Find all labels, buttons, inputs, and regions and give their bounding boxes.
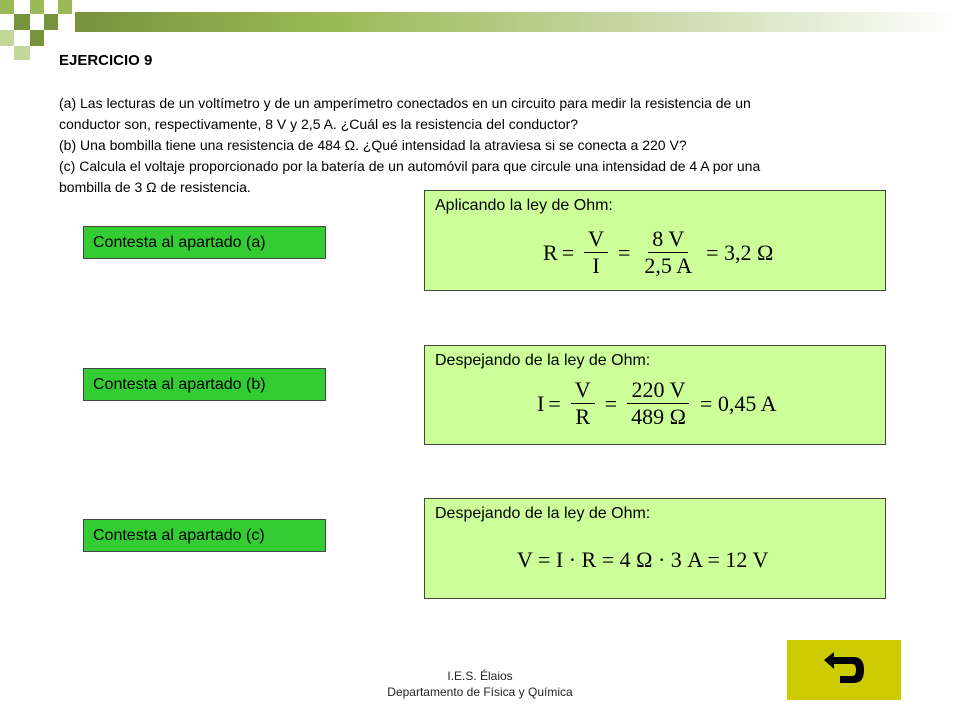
fraction-denominator: I (592, 253, 600, 278)
formula-equals: = (548, 390, 561, 416)
problem-a-line-2: conductor son, respectivamente, 8 V y 2,5 A. ¿Cuál es la resistencia del conductor? (59, 116, 579, 132)
deco-square (44, 14, 58, 30)
answer-b-box (424, 345, 886, 445)
answer-c-label: Despejando de la ley de Ohm: (435, 505, 651, 522)
formula-result: = 0,45 A (699, 390, 777, 416)
deco-square (14, 46, 30, 60)
answer-a-button[interactable]: Contesta al apartado (a) (83, 226, 326, 259)
deco-square (58, 0, 72, 14)
back-button[interactable] (787, 640, 901, 700)
deco-square (30, 0, 44, 14)
problem-a-line-1: (a) Las lecturas de un voltímetro y de un amperímetro conectados en un circuito para medir la resistencia de un (59, 95, 751, 111)
answer-c-formula: V = I · R = 4 Ω · 3 A = 12 V (517, 547, 769, 572)
formula-equals: = (561, 239, 575, 265)
formula-fraction-1 (584, 227, 608, 278)
answer-b-button[interactable]: Contesta al apartado (b) (83, 368, 326, 401)
answer-a-formula (543, 227, 777, 278)
fraction-numerator: V (584, 227, 608, 253)
answer-b-formula (537, 378, 781, 429)
problem-c-line-1: (c) Calcula el voltaje proporcionado por la batería de un automóvil para que circule una intensidad de 4 A por una (59, 158, 761, 174)
formula-equals: = (618, 239, 631, 265)
footer-department: Departamento de Física y Química (387, 685, 573, 699)
answer-a-box (424, 190, 886, 291)
formula-result: = 3,2 Ω (706, 239, 774, 265)
fraction-denominator: R (575, 404, 591, 429)
answer-c-button[interactable]: Contesta al apartado (c) (83, 519, 326, 552)
header-gradient-bar (75, 12, 960, 32)
footer-school: I.E.S. Élaios (447, 669, 513, 683)
problem-statement (59, 93, 869, 198)
formula-equals: = (604, 390, 618, 416)
formula-lhs: I (537, 390, 545, 416)
deco-square (0, 0, 14, 14)
deco-square (14, 14, 30, 30)
answer-c-box (424, 498, 886, 599)
answer-a-label: Aplicando la ley de Ohm: (435, 197, 613, 214)
fraction-numerator: V (571, 378, 595, 404)
fraction-denominator: 489 Ω (631, 404, 686, 429)
answer-b-label: Despejando de la ley de Ohm: (435, 352, 651, 369)
deco-square (30, 30, 44, 46)
fraction-numerator: 8 V (648, 227, 688, 253)
exercise-title: EJERCICIO 9 (59, 52, 153, 69)
formula-fraction-2 (640, 227, 696, 278)
formula-fraction-2 (627, 378, 690, 429)
return-arrow-icon (818, 650, 870, 690)
fraction-numerator: 220 V (627, 378, 689, 404)
problem-c-line-2: bombilla de 3 Ω de resistencia. (59, 179, 251, 195)
formula-lhs: R (543, 239, 558, 265)
problem-b-line: (b) Una bombilla tiene una resistencia de 484 Ω. ¿Qué intensidad la atraviesa si se conecta a 220 V? (59, 137, 687, 153)
fraction-denominator: 2,5 A (644, 253, 693, 278)
deco-square (0, 30, 14, 46)
formula-fraction-1 (571, 378, 595, 429)
